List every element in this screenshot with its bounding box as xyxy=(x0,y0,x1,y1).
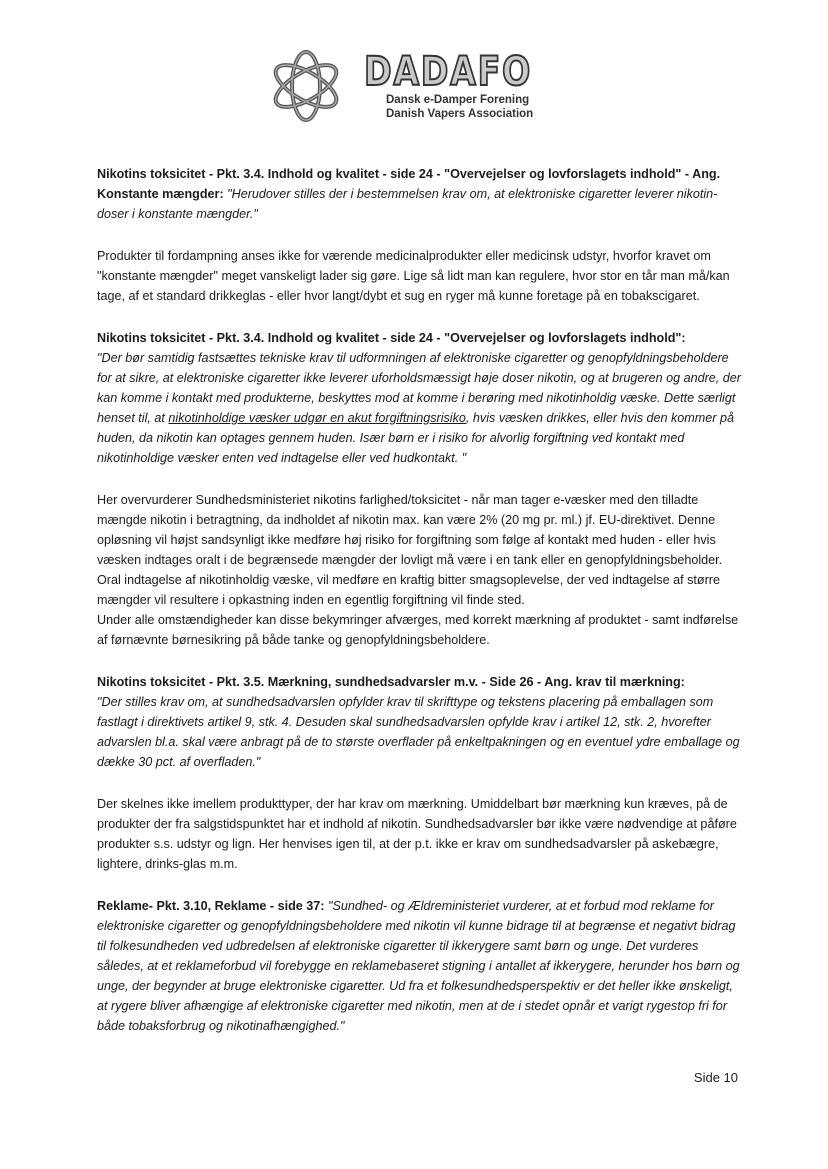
brand-subtitle-danish: Dansk e-Damper Forening xyxy=(386,94,530,106)
section-labeling xyxy=(97,672,745,772)
section-advertising xyxy=(97,896,745,1036)
molecule-logo-icon xyxy=(264,46,348,126)
brand-subtitle-english: Danish Vapers Association xyxy=(386,108,534,120)
letterhead xyxy=(264,46,564,126)
brand-logo xyxy=(364,49,534,95)
section-heading: Reklame- Pkt. 3.10, Reklame - side 37: xyxy=(97,899,325,913)
quote-underlined: nikotinholdige væsker udgør en akut forgiftningsrisiko xyxy=(168,411,466,425)
paragraph: Der skelnes ikke imellem produkttyper, der har krav om mærkning. Umiddelbart bør mærkning kun kræves, på de produkter der fra salgstidspunktet har et indhold af nikotin. Sundhedsadvarsler bør ikke være nødvendige at påføre produkter s.s. udstyr og lign. Her henvises igen til, at der p.t. ikke er krav om sundhedsadvarsler på askebægre, lightere, drinks-glas m.m. xyxy=(97,797,737,871)
quote-part: , hvis væsken drikkes, eller hvis den kommer på huden, da nikotin kan optages gennem huden. Især børn er i risiko for alvorlig forgiftning ved kontakt med nikotinholdige væsker enten ved indtagelse eller ved hudkontakt. " xyxy=(97,411,734,465)
paragraph: Produkter til fordampning anses ikke for værende medicinalprodukter eller medicinsk udstyr, hvorfor kravet om "konstante mængder" meget vanskeligt lader sig gøre. Lige så lidt man kan regulere, hvor stor en tår man må/kan tage, af et standard drikkeglas - eller hvor langt/dybt et sug en ryger må kunne foretage på en tobakscigaret. xyxy=(97,249,730,303)
paragraph: Her overvurderer Sundhedsministeriet nikotins farlighed/toksicitet - når man tager e-væsker med den tilladte mængde nikotin i betragtning, da indholdet af nikotin max. kan være 2% (20 mg pr. ml.) jf. EU-direktivet. Denne opløsning vil højst sandsynligt ikke medføre høj risiko for forgiftning som følge af kontakt med huden - eller hvis væsken indtages oralt i de begrænsede mængder der lovligt må være i en tank eller en genopfyldningsbeholder. Oral indtagelse af nikotinholdig væske, vil medføre en kraftig bitter smagsoplevelse, der ved indtagelse af større mængder vil resultere i opkastning inden en egentlig forgiftning vil finde sted. xyxy=(97,493,723,607)
section-toxicity-quote xyxy=(97,328,745,468)
section-heading: Nikotins toksicitet - Pkt. 3.5. Mærkning, sundhedsadvarsler m.v. - Side 26 - Ang. krav til mærkning: xyxy=(97,675,685,689)
section-heading: Nikotins toksicitet - Pkt. 3.4. Indhold og kvalitet - side 24 - "Overvejelser og lovforslagets indhold": xyxy=(97,331,686,345)
paragraph-group xyxy=(97,490,745,650)
section-quote: "Der stilles krav om, at sundhedsadvarslen opfylder krav til skrifttype og tekstens placering på emballagen som fastlagt i direktivets artikel 9, stk. 4. Desuden skal sundhedsadvarslen opfylde krav i artikel 12, stk. 2, hvorefter advarslen bl.a. skal være anbragt på de to største overflader på enkeltpakningen og en eventuel ydre emballage og dække 30 pct. af overfladen." xyxy=(97,695,740,769)
document-body xyxy=(97,164,745,1058)
section-quote: "Herudover stilles der i bestemmelsen krav om, at elektroniske cigaretter leverer nikotin-doser i konstante mængder." xyxy=(97,187,718,221)
section-quote: "Sundhed- og Ældreministeriet vurderer, at et forbud mod reklame for elektroniske cigaretter og genopfyldningsbeholdere med nikotin vil kunne bidrage til at begrænse et negativt bidrag til folkesundheden ved udbredelsen af elektroniske cigaretter til ikkerygere samt børn og unge. Det vurderes således, at et reklameforbud vil forebygge en reklamebaseret stigning i antallet af ikkerygere, herunder hos børn og unge, der begynder at bruge elektroniske cigaretter. Ud fra et folkesundhedsperspektiv er det heller ikke ønskeligt, at rygere bliver afhængige af elektroniske cigaretter med nikotin, men at de i stedet opnår et varigt rygestop fri for både tobaksforbrug og nikotinafhængighed." xyxy=(97,899,740,1033)
brand-wordmark: DADAFO xyxy=(364,49,532,95)
quote-part: "Der bør samtidig fastsættes tekniske krav til udformningen af elektroniske cigaretter og genopfyldningsbeholdere for at sikre, at elektroniske cigaretter ikke leverer uforholdsmæssigt høje doser nikotin, og at brugeren og andre, der kan komme i kontakt med produkterne, beskyttes mod at komme i berøring med nikotinholdig væske. Dette særligt henset til, at xyxy=(97,351,741,425)
paragraph: Under alle omstændigheder kan disse bekymringer afværges, med korrekt mærkning af produktet - samt indførelse af førnævnte børnesikring på både tanke og genopfyldningsbeholdere. xyxy=(97,613,739,647)
section-heading: Nikotins toksicitet - Pkt. 3.4. Indhold og kvalitet - side 24 - "Overvejelser og lovforslagets indhold" - Ang. Konstante mængder: xyxy=(97,167,721,201)
section-quote xyxy=(97,351,741,465)
page-number: Side 10 xyxy=(693,1070,738,1085)
section-constant-amounts xyxy=(97,164,745,224)
